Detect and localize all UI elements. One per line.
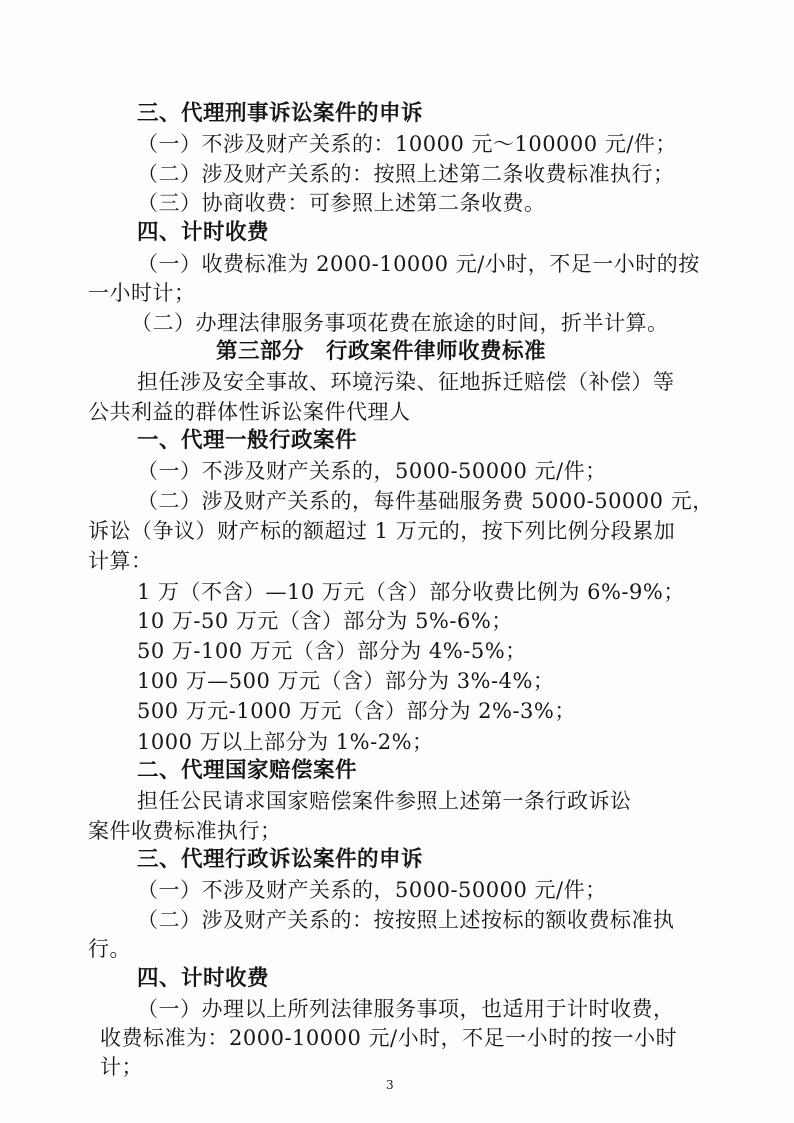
paragraph-line: （一）不涉及财产关系的：10000 元～100000 元/件；: [137, 132, 677, 156]
paragraph-line: （二）涉及财产关系的，每件基础服务费 5000-50000 元，: [137, 489, 714, 513]
fee-tier-line: 50 万-100 万元（含）部分为 4%-5%；: [137, 639, 527, 663]
paragraph-line: 担任涉及安全事故、环境污染、征地拆迁赔偿（补偿）等: [137, 370, 675, 394]
paragraph-line: （一）办理以上所列法律服务事项，也适用于计时收费，: [137, 997, 675, 1021]
paragraph-line: 一小时计；: [88, 281, 196, 305]
paragraph-line: 公共利益的群体性诉讼案件代理人: [88, 400, 411, 424]
section-heading-criminal-appeal: 三、代理刑事诉讼案件的申诉: [137, 101, 424, 126]
section-heading-admin-appeal: 三、代理行政诉讼案件的申诉: [137, 847, 424, 872]
page-number: 3: [386, 1078, 394, 1092]
paragraph-line: 计算：: [88, 549, 153, 573]
paragraph-line: （一）不涉及财产关系的，5000-50000 元/件；: [137, 459, 607, 483]
paragraph-line: （二）涉及财产关系的：按照上述第二条收费标准执行；: [137, 162, 675, 186]
paragraph-line: 计；: [100, 1055, 143, 1079]
paragraph-line: （三）协商收费：可参照上述第二条收费。: [137, 191, 546, 215]
paragraph-line: （二）办理法律服务事项花费在旅途的时间，折半计算。: [131, 311, 669, 335]
section-heading-hourly-fee: 四、计时收费: [137, 220, 270, 245]
paragraph-line: （一）收费标准为 2000-10000 元/小时，不足一小时的按: [137, 252, 700, 276]
fee-tier-line: 1000 万以上部分为 1%-2%；: [137, 730, 434, 754]
fee-tier-line: 1 万（不含）—10 万元（含）部分收费比例为 6%-9%；: [137, 580, 685, 604]
fee-tier-line: 10 万-50 万元（含）部分为 5%-6%；: [137, 609, 513, 633]
section-heading-hourly-fee-2: 四、计时收费: [137, 966, 270, 991]
paragraph-line: 案件收费标准执行；: [88, 819, 282, 843]
paragraph-line: 诉讼（争议）财产标的额超过 1 万元的，按下列比例分段累加: [88, 519, 676, 543]
paragraph-line: 收费标准为：2000-10000 元/小时，不足一小时的按一小时: [100, 1026, 678, 1050]
paragraph-line: 担任公民请求国家赔偿案件参照上述第一条行政诉讼: [137, 789, 632, 813]
section-heading-general-admin: 一、代理一般行政案件: [137, 428, 358, 453]
paragraph-line: （一）不涉及财产关系的，5000-50000 元/件；: [137, 878, 607, 902]
fee-tier-line: 500 万元-1000 万元（含）部分为 2%-3%；: [137, 699, 576, 723]
paragraph-line: （二）涉及财产关系的：按按照上述按标的额收费标准执: [137, 908, 675, 932]
part-three-title: 第三部分 行政案件律师收费标准: [216, 339, 547, 364]
section-heading-state-compensation: 二、代理国家赔偿案件: [137, 758, 358, 783]
paragraph-line: 行。: [88, 937, 131, 961]
fee-tier-line: 100 万—500 万元（含）部分为 3%-4%；: [137, 669, 555, 693]
